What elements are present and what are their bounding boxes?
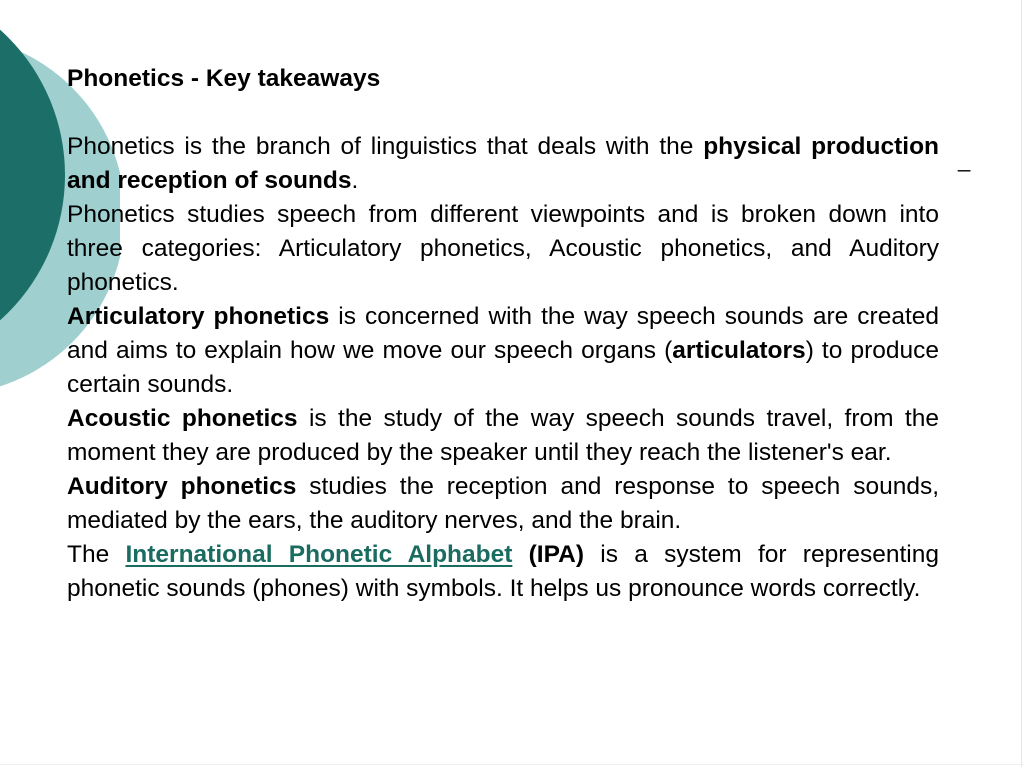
ipa-link[interactable]: International Phonetic Alphabet: [125, 541, 513, 568]
slide-border-bottom: [0, 764, 1024, 765]
bold-text: Auditory phonetics: [67, 473, 297, 500]
paragraph-acoustic: [67, 402, 939, 470]
paragraph-definition: [67, 130, 939, 198]
paragraph-categories: [67, 198, 939, 300]
slide-content: [67, 62, 939, 606]
text: is a system for representing phonetic sounds (phones) with symbols. It helps us pronounce words correctly.: [67, 541, 939, 602]
bold-text: Acoustic phonetics: [67, 405, 298, 432]
text: [512, 541, 528, 568]
slide-border-right: [1021, 0, 1022, 767]
text: is concerned with the way speech sounds are created and aims to explain how we move our speech organs (: [67, 303, 940, 364]
side-mark: _: [958, 147, 971, 172]
slide-title: Phonetics - Key takeaways: [67, 65, 381, 92]
bold-text: physical production and reception of sounds: [67, 133, 939, 194]
paragraph-articulatory: [67, 300, 939, 402]
paragraph-auditory: [67, 470, 939, 538]
text: ) to produce certain sounds.: [67, 337, 939, 398]
bold-text: (IPA): [528, 541, 584, 568]
text: The: [67, 541, 126, 568]
bold-text: Articulatory phonetics: [67, 303, 330, 330]
text: studies the reception and response to speech sounds, mediated by the ears, the auditory nerves, and the brain.: [67, 473, 940, 534]
bold-text: articulators: [672, 337, 806, 364]
text: .: [351, 167, 359, 194]
text: Phonetics studies speech from different viewpoints and is broken down into three categories: Articulatory phonetics, Acoustic phonetics, and Auditory phonetics.: [67, 201, 939, 296]
paragraph-ipa: [67, 538, 939, 606]
text: Phonetics is the branch of linguistics that deals with the: [67, 133, 704, 160]
text: is the study of the way speech sounds travel, from the moment they are produced by the speaker until they reach the listener's ear.: [67, 405, 939, 466]
